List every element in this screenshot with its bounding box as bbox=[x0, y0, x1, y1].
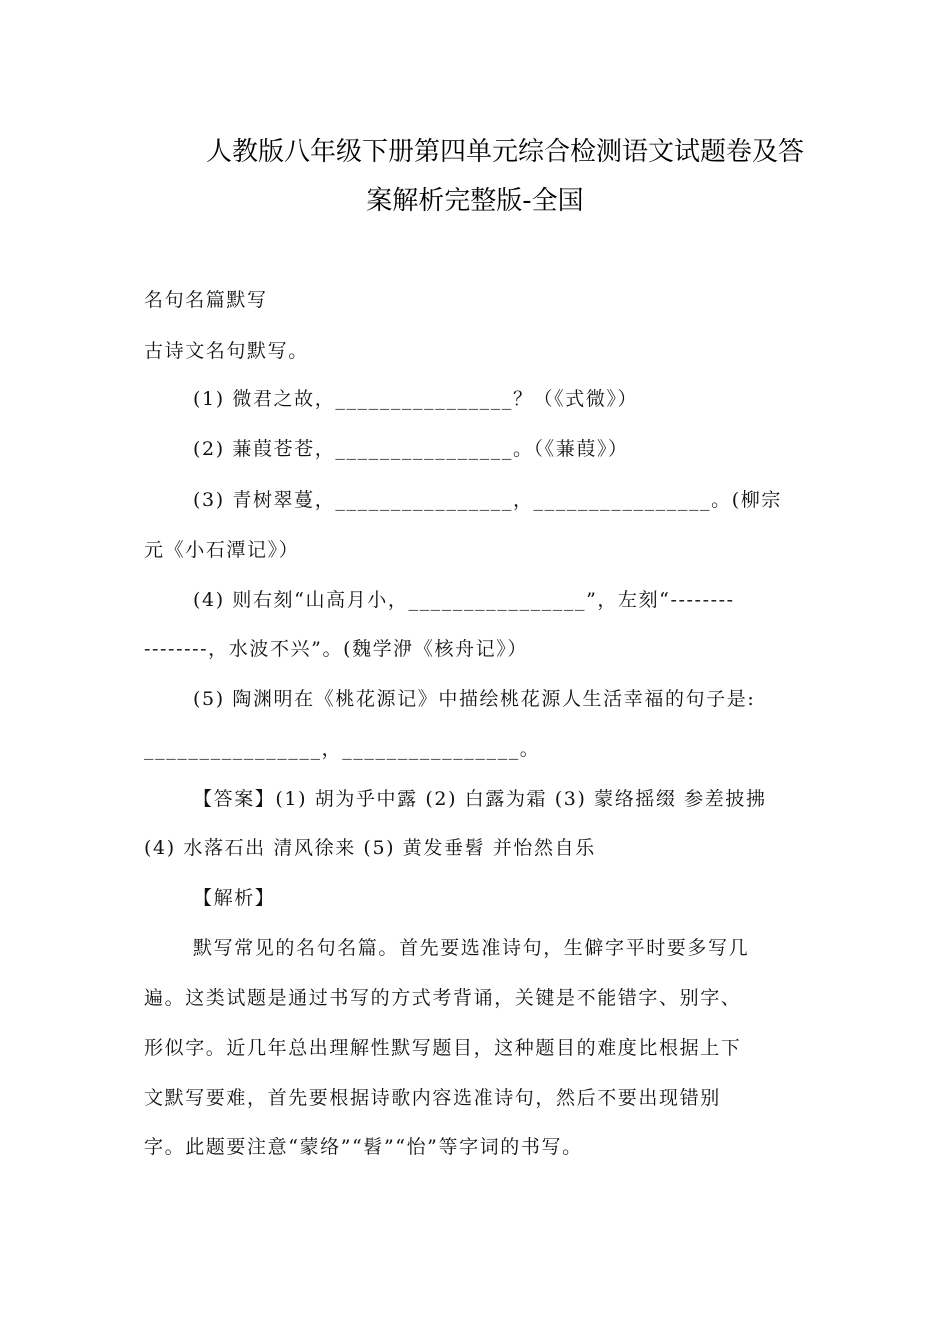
analysis-line-3: 形似字。近几年总出理解性默写题目，这种题目的难度比根据上下 bbox=[144, 1037, 742, 1059]
document-title-line-2: 案解析完整版-全国 bbox=[366, 186, 584, 216]
analysis-line-1: 默写常见的名句名篇。首先要选准诗句，生僻字平时要多写几 bbox=[193, 937, 750, 959]
answer-line-1: 【答案】(1) 胡为乎中露 (2) 白露为霜 (3) 蒙络摇缀 参差披拂 bbox=[193, 788, 767, 810]
section-heading: 名句名篇默写 bbox=[144, 289, 268, 311]
analysis-line-2: 遍。这类试题是通过书写的方式考背诵，关键是不能错字、别字、 bbox=[144, 987, 742, 1009]
question-5-blanks: ________________，________________。 bbox=[144, 738, 541, 760]
answer-line-2: (4) 水落石出 清风徐来 (5) 黄发垂髫 并怡然自乐 bbox=[144, 837, 596, 859]
analysis-line-4: 文默写要难，首先要根据诗歌内容选准诗句，然后不要出现错别 bbox=[144, 1087, 721, 1109]
analysis-line-5: 字。此题要注意“蒙络”“髫”“怡”等字词的书写。 bbox=[144, 1136, 583, 1158]
question-4-continued: --------，水波不兴”。(魏学洢《核舟记》） bbox=[144, 638, 528, 660]
question-2: (2) 蒹葭苍苍，________________。（《蒹葭》） bbox=[193, 438, 629, 460]
question-3-continued: 元《小石潭记》） bbox=[144, 539, 300, 561]
document-title-line-1: 人教版八年级下册第四单元综合检测语文试题卷及答 bbox=[205, 137, 804, 167]
question-3: (3) 青树翠蔓，________________，________________。(柳宗 bbox=[193, 489, 782, 511]
analysis-label: 【解析】 bbox=[193, 887, 276, 909]
question-1: (1) 微君之故，________________？（《式微》） bbox=[193, 388, 639, 410]
question-4: (4) 则右刻“山高月小，________________”，左刻“-------- bbox=[193, 589, 735, 611]
question-5: (5) 陶渊明在《桃花源记》中描绘桃花源人生活幸福的句子是: bbox=[193, 688, 756, 710]
instruction-text: 古诗文名句默写。 bbox=[144, 340, 309, 362]
